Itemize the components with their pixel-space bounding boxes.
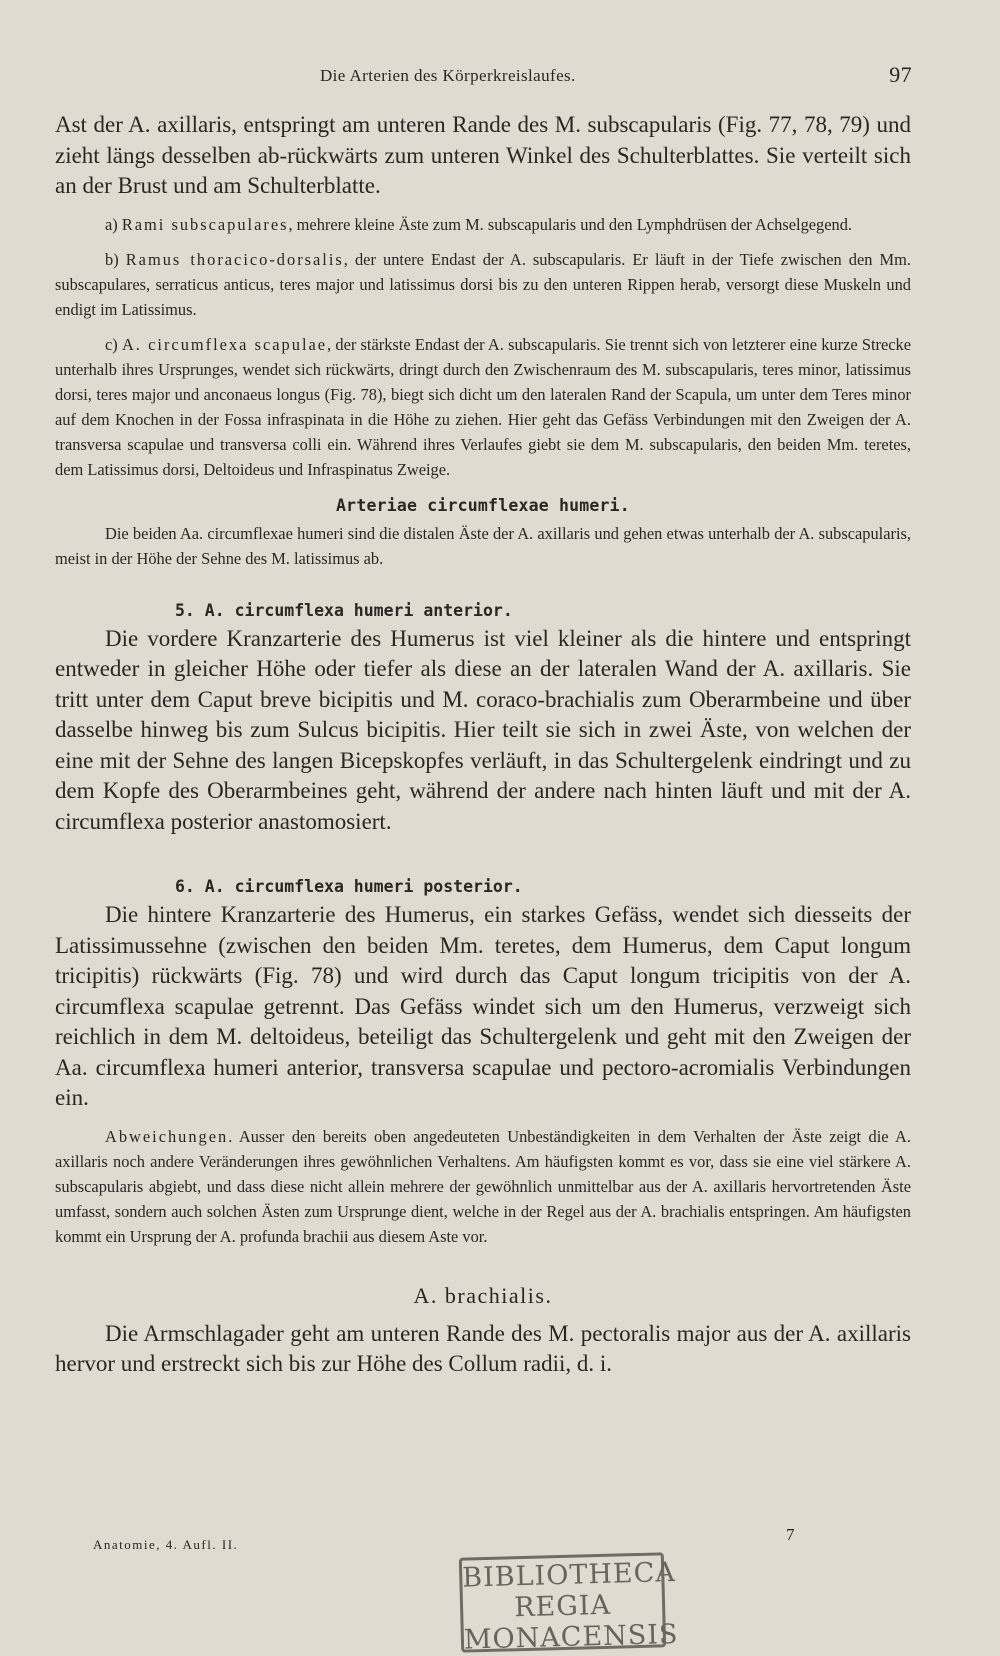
subheading-circumflexae-humeri: Arteriae circumflexae humeri. [336,495,630,515]
paragraph-circumflexa-anterior: Die vordere Kranzarterie des Humerus ist viel kleiner als die hintere und entspringt entweder in gleicher Höhe oder tiefer als diese an der lateralen Wand der A. axillaris. Sie tritt unter dem Caput breve bicipitis und M. coraco-brachialis zum Oberarmbeine und über dasselbe hinweg bis zum Sulcus bicipitis. Hier teilt sie sich in zwei Äste, von welchen der eine mit der Sehne des langen Bicepskopfes verläuft, in das Schultergelenk eindringt und zu dem Kopfe des Oberarmbeines geht, während der andere nach hinten läuft und mit der A. circumflexa posterior anastomosiert. [55,625,911,834]
running-head: Die Arterien des Körperkreislaufes. [320,66,576,85]
item-term: Abweichungen [105,1126,229,1146]
item-term: Rami subscapulares [121,214,289,234]
library-stamp [459,1552,679,1656]
paragraph-subscapularis-intro: Ast der A. axillaris, entspringt am unteren Rande des M. subscapularis (Fig. 77, 78, 79) und zieht längs desselben ab-rückwärts zum unteren Winkel des Schulterblattes. Sie verteilt sich an der Brust und am Schulterblatte. [55,112,911,198]
paragraph-brachialis: Die Armschlagader geht am unteren Rande des M. pectoralis major aus der A. axillaris hervor und erstreckt sich bis zur Höhe des Collum radii, d. i. [55,1320,911,1376]
item-term: Ramus thoracico-dorsalis [125,249,344,269]
signature-mark: 7 [786,1525,795,1544]
stamp-line: REGIA [513,1589,612,1624]
item-text: , der untere Endast der A. subscapularis. Er läuft in der Tiefe zwischen den Mm. subscapulares, serraticus anticus, teres major und latissimus dorsi bis zu den unteren Rippen herab, versorgt diese Muskeln und endigt im Latissimus. [55,249,911,319]
heading-circumflexa-posterior: 6. A. circumflexa humeri posterior. [175,877,523,896]
paragraph-circumflexa-scapulae [55,332,911,482]
paragraph-circumflexae-intro: Die beiden Aa. circumflexae humeri sind die distalen Äste der A. axillaris und gehen etwas unterhalb der A. subscapularis, meist in der Höhe der Sehne des M. latissimus ab. [55,523,911,568]
paragraph-ramus-thoracico-dorsalis [55,247,911,322]
paragraph-rami-subscapulares [55,212,911,237]
paragraph-circumflexa-posterior: Die hintere Kranzarterie des Humerus, ein starkes Gefäss, wendet sich diesseits der Latissimussehne (zwischen den beiden Mm. teretes, dem Humerus, dem Caput longum tricipitis) rückwärts (Fig. 78) und wird durch das Caput longum tricipitis von der A. circumflexa scapulae getrennt. Das Gefäss windet sich um den Humerus, verzweigt sich reichlich in dem M. deltoideus, beteiligt das Schultergelenk und geht mit den Zweigen der Aa. circumflexa humeri anterior, transversa scapulae und pectoro-acromialis Verbindungen ein. [55,902,911,1110]
paragraph-abweichungen [55,1124,911,1249]
heading-brachialis: A. brachialis. [413,1282,553,1308]
item-term: A. circumflexa scapulae [121,334,328,354]
page-footer [0,1525,1000,1555]
item-letter: a) [105,214,122,234]
stamp-line: MONACENSIS [463,1618,679,1656]
heading-circumflexa-anterior: 5. A. circumflexa humeri anterior. [175,600,513,620]
footer-book-title: Anatomie, 4. Aufl. II. [93,1537,239,1552]
stamp-line: BIBLIOTHECA [461,1557,677,1594]
item-text: , mehrere kleine Äste zum M. subscapularis und den Lymphdrüsen der Achselgegend. [288,214,852,234]
item-text: , der stärkste Endast der A. subscapularis. Sie trennt sich von letzterer eine kurze Strecke unterhalb ihres Ursprunges, wendet sich rückwärts, dringt durch den Zwischenraum des M. subscapularis, teres minor, latissimus dorsi, teres major und anconaeus longus (Fig. 78), biegt sich dicht um den lateralen Rand der Scapula, um unter dem Teres minor auf dem Knochen in der Fossa infraspinata in die Höhe zu ziehen. Hier geht das Gefäss Verbindungen mit den Zweigen der A. transversa scapulae und transversa colli ein. Während ihres Verlaufes giebt sie dem M. subscapularis, den beiden Mm. teretes, dem Latissimus dorsi, Deltoideus und Infraspinatus Zweige. [55,334,911,479]
page-number: 97 [889,62,912,87]
item-letter: b) [105,249,126,269]
item-letter: c) [105,334,122,354]
page-header [0,62,1000,90]
item-text: . Ausser den bereits oben angedeuteten Unbeständigkeiten in dem Verhalten der Äste zeigt die A. axillaris noch andere Veränderungen ihres gewöhnlichen Verhaltens. Am häufigsten kommt es vor, dass sie eine viel stärkere A. subscapularis abgiebt, und dass diese nicht allein mehrere der gewöhnlich unmittelbar aus der A. axillaris hervortretenden Äste umfasst, sondern auch solchen Ästen zum Ursprunge dient, welche in der Regel aus der A. brachialis entspringen. Am häufigsten kommt ein Ursprung der A. profunda brachii aus diesem Aste vor. [55,1126,911,1246]
page-body [55,110,911,1380]
